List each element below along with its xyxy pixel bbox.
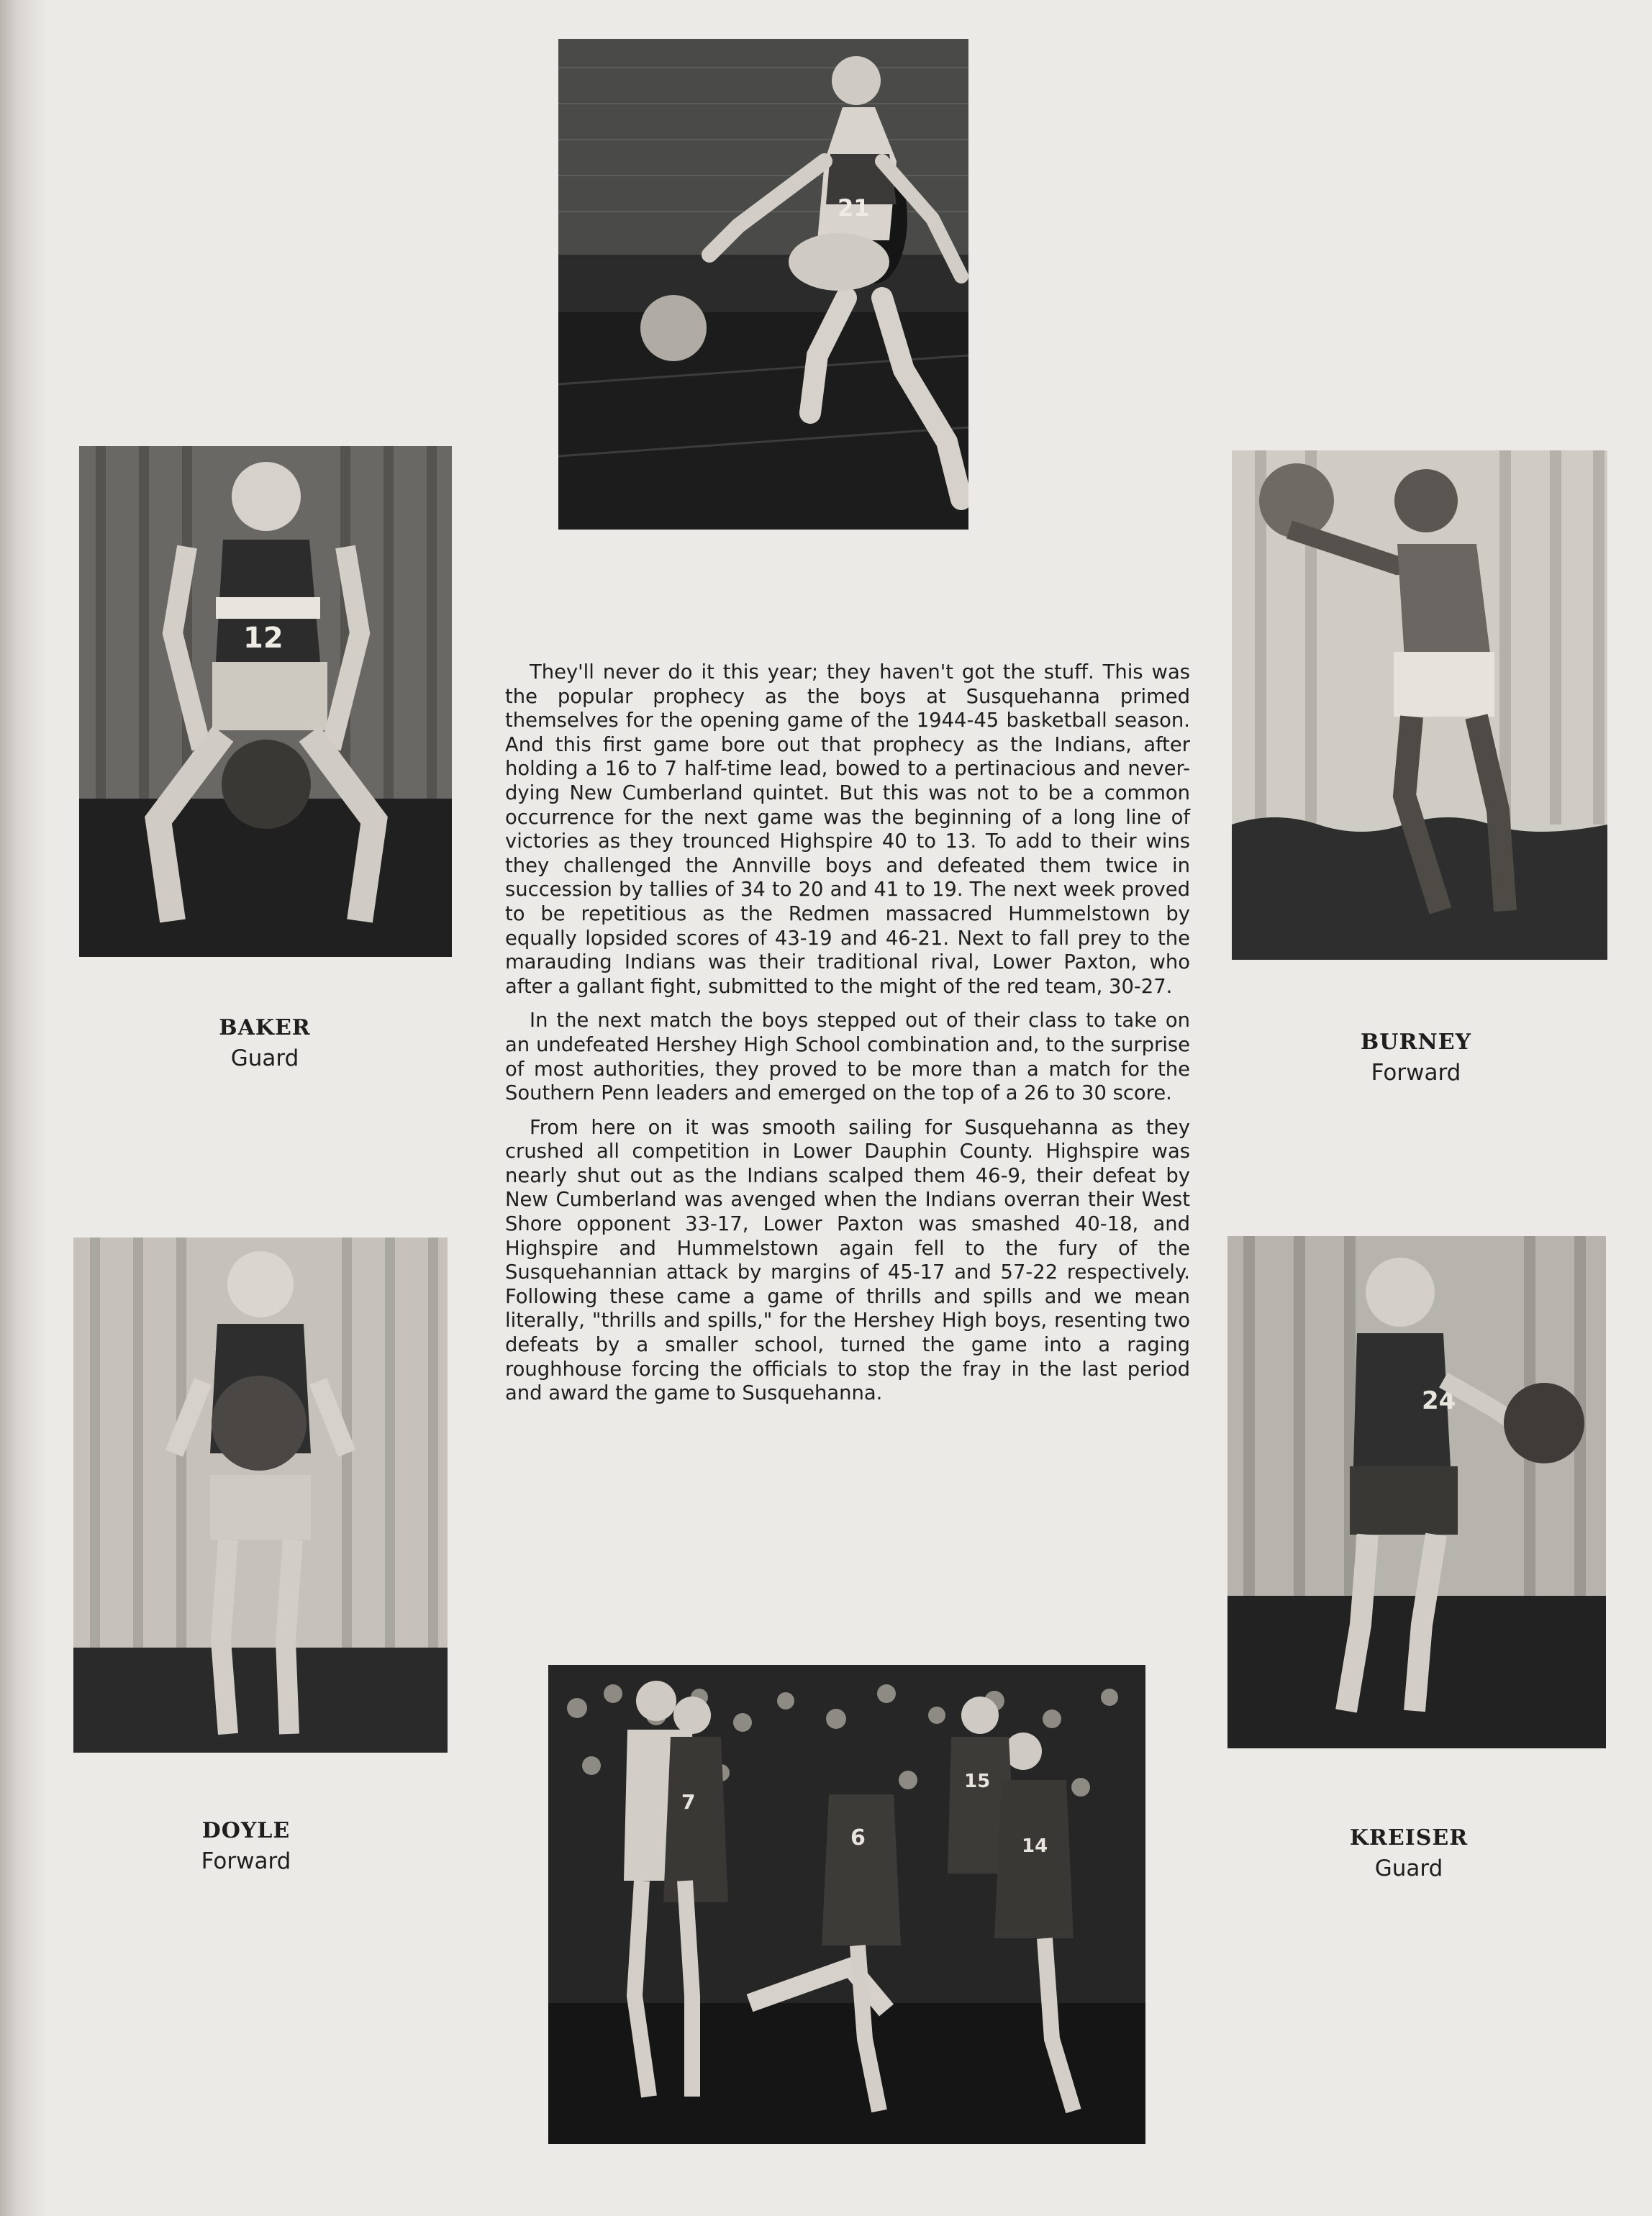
bottom-photo-jersey-1: 6 (850, 1825, 866, 1851)
player-name-baker: BAKER (219, 1015, 311, 1040)
player-name-doyle: DOYLE (201, 1818, 291, 1843)
story-paragraph-3: From here on it was smooth sailing for Susquehanna as they crushed all competition in Lower Dauphin County. Highspire was nearly shut out as the Indians scalped them 46-9, their defeat by New Cumberland was avenged when the Indians overran their West Shore opponent 33-17, Lower Paxton was smashed 40-18, and Highspire and Hummelstown again fell to the fury of the Susquehannian attack by margins of 45-17 and 57-22 respectively. Following these came a game of thrills and spills and we mean literally, "thrills and spills," for the Hershey High boys, resenting two defeats by a smaller school, turned the game into a raging roughhouse forcing the officials to stop the fray in the last period and award the game to Susquehanna. (505, 1116, 1190, 1405)
player-name-burney: BURNEY (1360, 1030, 1472, 1055)
bottom-photo-jersey-3: 14 (1022, 1835, 1048, 1857)
photo-player-dribbling (558, 39, 968, 530)
caption-burney (1322, 1027, 1510, 1088)
page-binding-edge (0, 0, 46, 2216)
baker-jersey-number: 12 (243, 622, 283, 655)
photo-game-scramble (548, 1665, 1145, 2144)
photo-burney (1232, 450, 1607, 960)
photo-kreiser (1227, 1236, 1606, 1748)
player-name-kreiser: KREISER (1349, 1825, 1469, 1851)
player-position-doyle: Forward (201, 1848, 291, 1874)
player-position-baker: Guard (230, 1045, 299, 1071)
season-story (505, 660, 1190, 1416)
caption-baker (171, 1013, 358, 1073)
story-paragraph-1: They'll never do it this year; they haven't got the stuff. This was the popular prophecy as the boys at Susquehanna primed themselves for the opening game of the 1944-45 basketball season. And this first game bore out that prophecy as the Indians, after holding a 16 to 7 half-time lead, bowed to a pertinacious and never-dying New Cumberland quintet. But this was not to be a common occurrence for the next game was the beginning of a long line of victories as they trounced Highspire 40 to 13. To add to their wins they challenged the Annville boys and defeated them twice in succession by tallies of 34 to 20 and 41 to 19. The next week proved to be repetitious as the Redmen massacred Hummelstown by equally lopsided scores of 43-19 and 46-21. Next to fall prey to the marauding Indians was their traditional rival, Lower Paxton, who after a gallant fight, submitted to the might of the red team, 30-27. (505, 661, 1190, 998)
player-position-burney: Forward (1371, 1060, 1461, 1086)
bottom-photo-jersey-0: 7 (681, 1790, 696, 1814)
caption-doyle (153, 1816, 340, 1876)
story-paragraph-2: In the next match the boys stepped out of their class to take on an undefeated Hershey High School combination and, to the surprise of most authorities, they proved to be more than a match for the Southern Penn leaders and emerged on the top of a 26 to 30 score. (505, 1009, 1190, 1105)
caption-kreiser (1315, 1823, 1502, 1884)
photo-doyle (73, 1238, 448, 1753)
kreiser-jersey-number: 24 (1422, 1386, 1456, 1415)
photo-baker (79, 446, 452, 957)
player-position-kreiser: Guard (1374, 1856, 1443, 1881)
top-photo-jersey-number: 21 (838, 194, 870, 222)
bottom-photo-jersey-2: 15 (964, 1771, 991, 1792)
